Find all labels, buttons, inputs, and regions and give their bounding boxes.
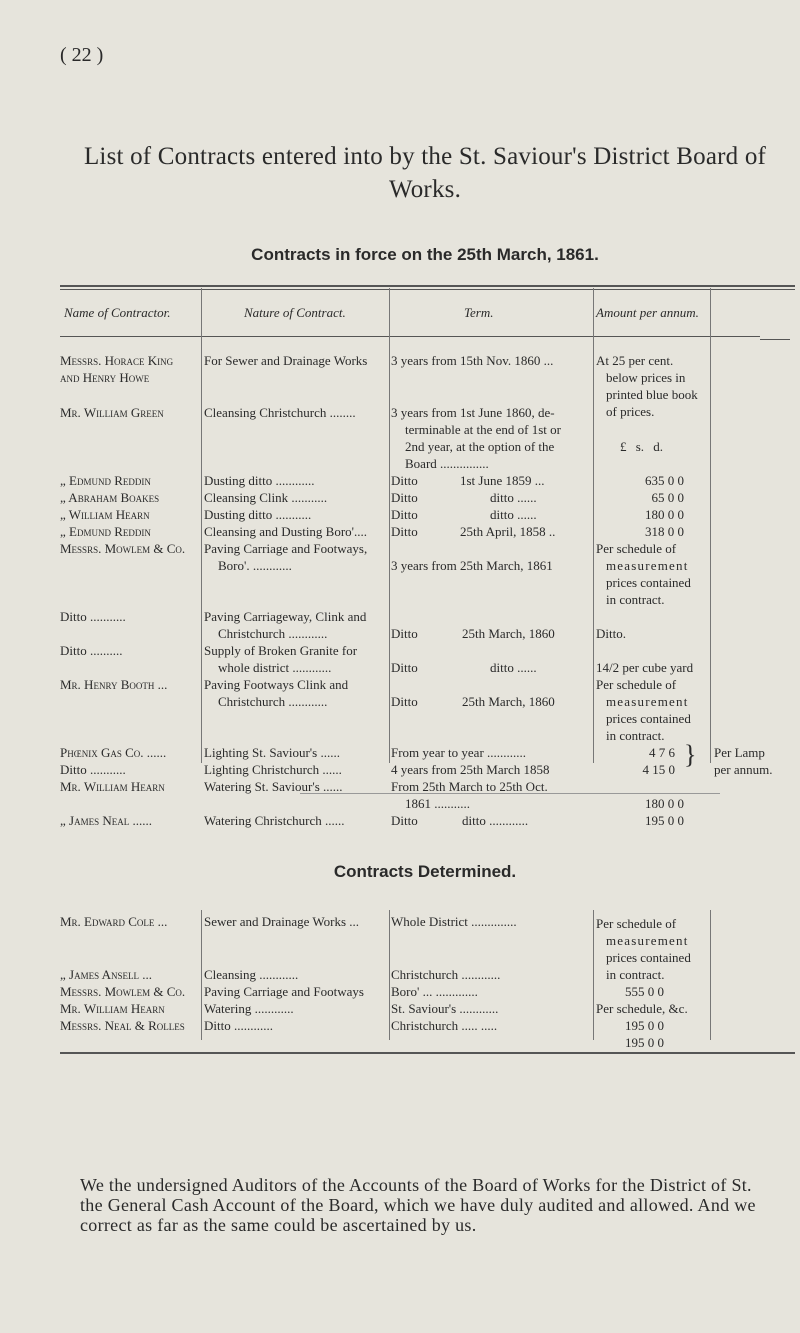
contract-term: 3 years from 1st June 1860, de- [391, 405, 555, 420]
contract-term: ditto ...... [490, 507, 537, 522]
contractor-name: „ Abraham Boakes [60, 490, 160, 505]
per-lamp-note: Per Lamp [714, 745, 765, 760]
contractor-name: Messrs. Horace King [60, 353, 174, 368]
contract-nature: Supply of Broken Granite for [204, 643, 358, 658]
contract-amount: measurement [606, 933, 689, 948]
contract-term: Ditto [391, 694, 418, 709]
contract-amount: Per schedule of [596, 677, 677, 692]
contract-nature: Lighting Christchurch ...... [204, 762, 342, 777]
contract-amount: 195 0 0 [625, 1035, 664, 1050]
contract-amount: printed blue book [606, 387, 698, 402]
contract-term: Ditto [391, 813, 418, 828]
contract-term: 2nd year, at the option of the [405, 439, 555, 454]
contract-amount: 195 0 0 [645, 813, 684, 828]
contract-amount: 4 7 6 [649, 745, 675, 760]
currency-header: £ s. d. [620, 439, 664, 454]
contract-amount: of prices. [606, 404, 655, 419]
column-divider [389, 910, 390, 1040]
contract-amount: prices contained [606, 950, 691, 965]
contract-term: From 25th March to 25th Oct. [391, 779, 548, 794]
contract-nature: Sewer and Drainage Works ... [204, 914, 360, 929]
contract-nature: Watering St. Saviour's ...... [204, 779, 343, 794]
column-divider [201, 910, 202, 1040]
contract-nature: Watering ............ [204, 1001, 294, 1016]
header-contractor: Name of Contractor. [64, 305, 171, 320]
column-divider [593, 288, 594, 763]
contract-nature: Dusting ditto ............ [204, 473, 315, 488]
contract-term: Boro' ... ............. [391, 984, 478, 999]
contract-term: Whole District .............. [391, 914, 517, 929]
header-rule [60, 336, 760, 337]
contractor-name: Messrs. Neal & Rolles [60, 1018, 185, 1033]
header-rule-right [760, 339, 790, 340]
contractor-name: „ Edmund Reddin [60, 473, 151, 488]
contract-amount: 65 0 0 [651, 490, 684, 505]
contract-amount: below prices in [606, 370, 686, 385]
contract-amount: 4 15 0 [642, 762, 675, 777]
contract-term: From year to year ............ [391, 745, 527, 760]
contractor-name: and Henry Howe [60, 370, 150, 385]
contract-term: ditto ...... [490, 490, 537, 505]
contract-nature: Ditto ............ [204, 1018, 273, 1033]
contract-amount: prices contained [606, 711, 691, 726]
contract-amount: in contract. [606, 967, 665, 982]
contract-term: Ditto [391, 660, 418, 675]
contract-nature: Watering Christchurch ...... [204, 813, 345, 828]
contract-amount: Per schedule, &c. [596, 1001, 688, 1016]
contract-term: 1861 ........... [405, 796, 470, 811]
contract-amount: 180 0 0 [645, 507, 684, 522]
contractor-name: „ James Ansell ... [60, 967, 153, 982]
contract-term: ditto ...... [490, 660, 537, 675]
contract-term: Ditto [391, 473, 418, 488]
contract-term: 25th April, 1858 .. [460, 524, 556, 539]
contract-amount: 555 0 0 [625, 984, 664, 999]
contract-amount: measurement [606, 558, 689, 573]
page-number: ( 22 ) [60, 44, 104, 66]
auditors-statement-line: We the undersigned Auditors of the Accounts of the Board of Works for the District of St. [80, 1175, 752, 1195]
contractor-name: „ Edmund Reddin [60, 524, 151, 539]
auditors-statement-line: the General Cash Account of the Board, which we have duly audited and allowed. And we [80, 1195, 756, 1215]
column-divider [389, 288, 390, 763]
page-title: List of Contracts entered into by the St. Saviour's District Board of Works. [83, 143, 767, 203]
contract-term: Ditto [391, 490, 418, 505]
contract-nature: Christchurch ............ [218, 626, 328, 641]
section-title-determined: Contracts Determined. [333, 862, 517, 881]
contractor-name: Messrs. Mowlem & Co. [60, 541, 186, 556]
contract-nature: Paving Carriage and Footways [204, 984, 364, 999]
contract-term: 3 years from 25th March, 1861 [391, 558, 553, 573]
contract-amount: Per schedule of [596, 541, 677, 556]
contractor-name: Messrs. Mowlem & Co. [60, 984, 186, 999]
contract-nature: Paving Footways Clink and [204, 677, 349, 692]
contract-term: Christchurch ............ [391, 967, 501, 982]
contract-term: ditto ............ [462, 813, 529, 828]
contract-nature: Boro'. ............ [218, 558, 292, 573]
contract-amount: 180 0 0 [645, 796, 684, 811]
contract-amount: in contract. [606, 728, 665, 743]
contract-amount: measurement [606, 694, 689, 709]
contract-amount: Per schedule of [596, 916, 677, 931]
contract-term: 25th March, 1860 [462, 694, 555, 709]
column-divider [201, 288, 202, 763]
contract-nature: Dusting ditto ........... [204, 507, 312, 522]
section-title-in-force: Contracts in force on the 25th March, 1861. [251, 245, 599, 264]
contractor-name: Mr. William Hearn [60, 779, 165, 794]
contract-term: 3 years from 15th Nov. 1860 ... [391, 353, 554, 368]
contract-term: terminable at the end of 1st or [405, 422, 561, 437]
contract-nature: Lighting St. Saviour's ...... [204, 745, 340, 760]
contractor-name: Mr. William Green [60, 405, 164, 420]
contractor-name: Ditto ........... [60, 762, 126, 777]
contract-nature: For Sewer and Drainage Works [204, 353, 368, 368]
contract-nature: Cleansing ............ [204, 967, 299, 982]
contract-term: Ditto [391, 524, 418, 539]
contract-amount: prices contained [606, 575, 691, 590]
determined-bottom-rule [60, 1052, 795, 1054]
header-amount: Amount per annum. [596, 305, 699, 320]
contractor-name: Ditto ........... [60, 609, 126, 624]
column-divider [710, 288, 711, 763]
contract-amount: 318 0 0 [645, 524, 684, 539]
contract-amount: At 25 per cent. [596, 353, 674, 368]
contractor-name: Mr. William Hearn [60, 1001, 165, 1016]
contractor-name: „ William Hearn [60, 507, 150, 522]
contract-term: Ditto [391, 507, 418, 522]
contract-nature: Cleansing Clink ........... [204, 490, 328, 505]
contract-nature: Cleansing Christchurch ........ [204, 405, 356, 420]
contract-nature: whole district ............ [218, 660, 332, 675]
contract-term: St. Saviour's ............ [391, 1001, 499, 1016]
contractor-name: „ James Neal ...... [60, 813, 152, 828]
contract-amount: in contract. [606, 592, 665, 607]
header-nature: Nature of Contract. [244, 305, 346, 320]
contract-nature: Paving Carriage and Footways, [204, 541, 368, 556]
contract-term: 4 years from 25th March 1858 [391, 762, 550, 777]
per-lamp-note: per annum. [714, 762, 773, 777]
contractor-name: Ditto .......... [60, 643, 123, 658]
contract-nature: Christchurch ............ [218, 694, 328, 709]
auditors-statement [80, 1175, 795, 1235]
contractor-name: Phœnix Gas Co. ...... [60, 745, 167, 760]
header-term: Term. [464, 305, 494, 320]
contract-term: Ditto [391, 626, 418, 641]
table-top-rule [60, 285, 795, 287]
contract-amount: 14/2 per cube yard [596, 660, 694, 675]
contractor-name: Mr. Henry Booth ... [60, 677, 168, 692]
contract-amount: 195 0 0 [625, 1018, 664, 1033]
contract-term: 1st June 1859 ... [460, 473, 545, 488]
table-top-rule-thin [60, 289, 795, 290]
contract-term: 25th March, 1860 [462, 626, 555, 641]
contractor-name: Mr. Edward Cole ... [60, 914, 168, 929]
column-divider [710, 910, 711, 1040]
contract-term: Board ............... [405, 456, 489, 471]
contract-amount: Ditto. [596, 626, 626, 641]
contract-term: Christchurch ..... ..... [391, 1018, 498, 1033]
brace-icon: } [684, 740, 697, 769]
contract-nature: Cleansing and Dusting Boro'.... [204, 524, 368, 539]
contract-nature: Paving Carriageway, Clink and [204, 609, 367, 624]
auditors-statement-line: correct as far as the same could be ascertained by us. [80, 1215, 477, 1235]
contract-amount: 635 0 0 [645, 473, 684, 488]
